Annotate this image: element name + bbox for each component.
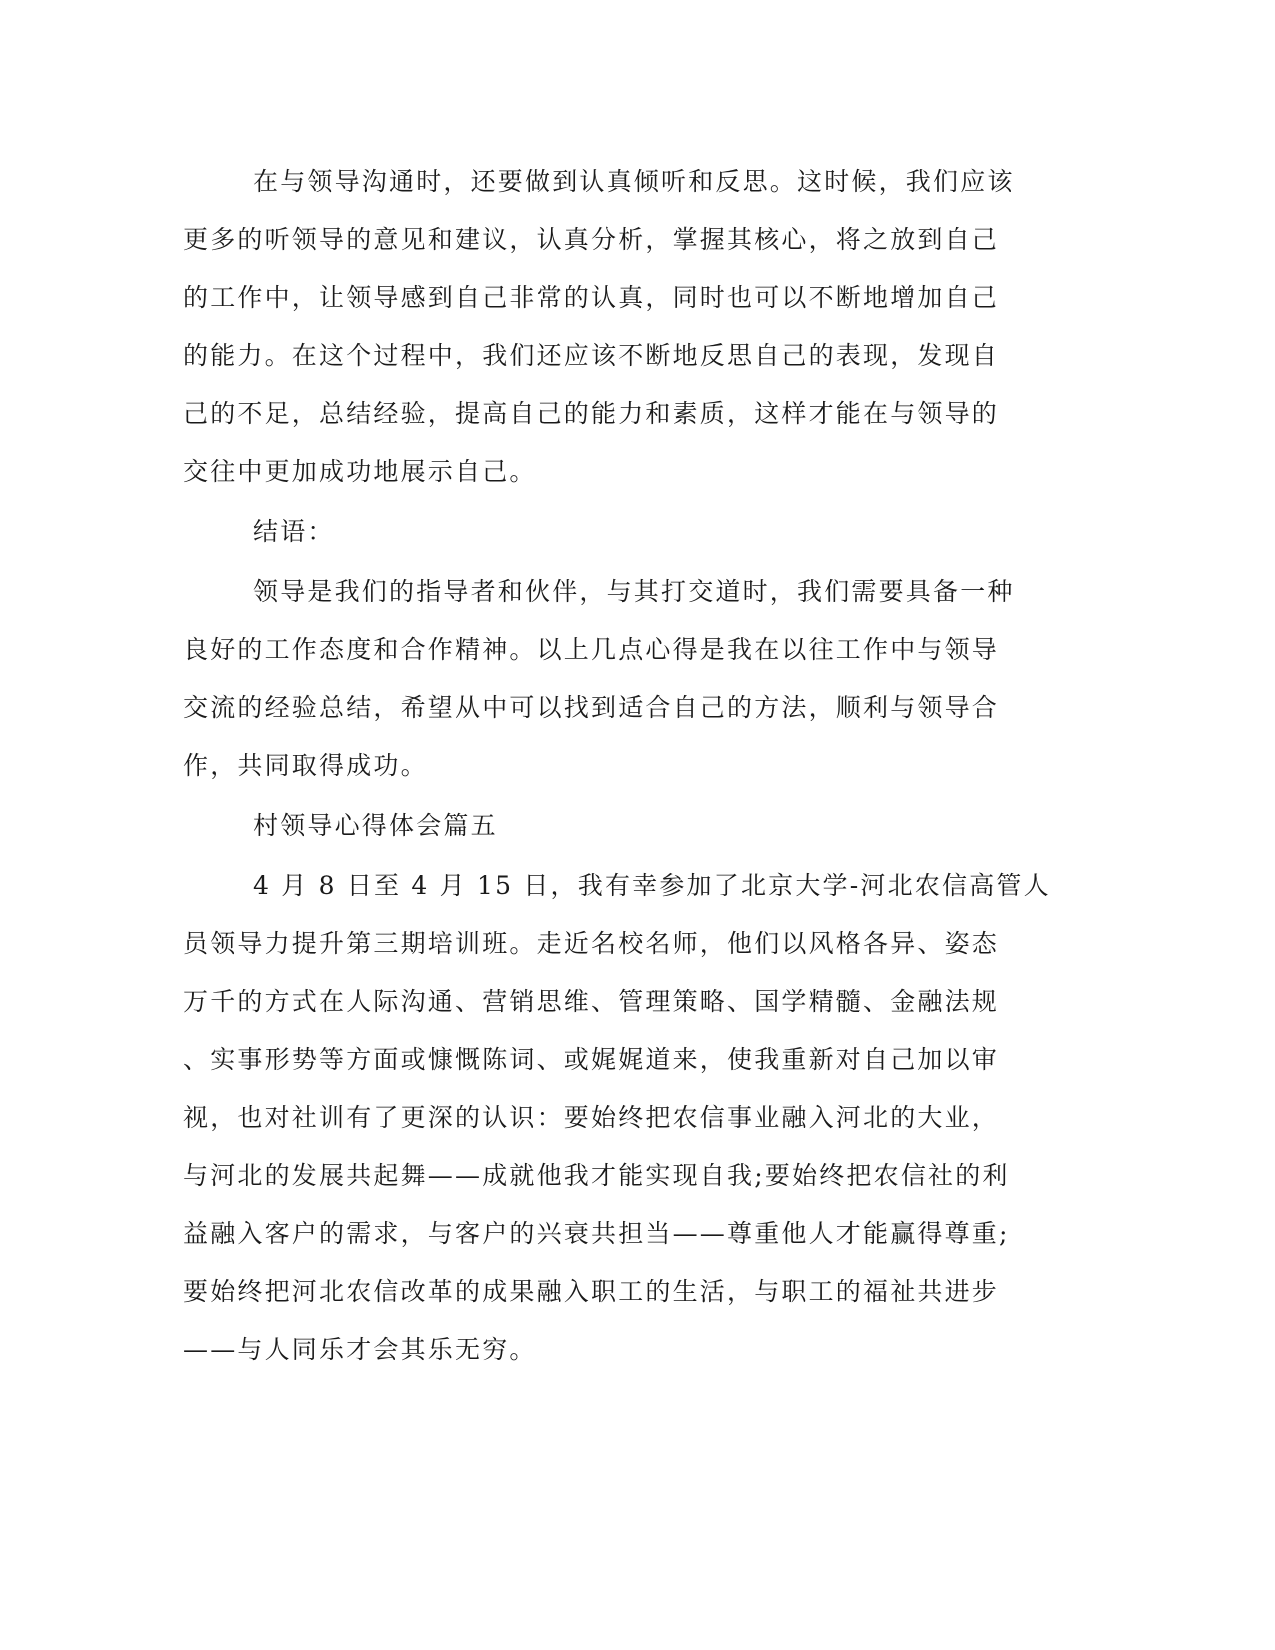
paragraph-line: 的能力。在这个过程中，我们还应该不断地反思自己的表现，发现自 xyxy=(183,341,1000,370)
paragraph-line: 的工作中，让领导感到自己非常的认真，同时也可以不断地增加自己 xyxy=(183,283,1000,312)
paragraph-line: 益融入客户的需求，与客户的兴衰共担当——尊重他人才能赢得尊重; xyxy=(183,1219,1010,1248)
paragraph-line: 己的不足，总结经验，提高自己的能力和素质，这样才能在与领导的 xyxy=(183,399,1000,428)
paragraph-line: 更多的听领导的意见和建议，认真分析，掌握其核心，将之放到自己 xyxy=(183,225,1000,254)
paragraph-line: 要始终把河北农信改革的成果融入职工的生活，与职工的福祉共进步 xyxy=(183,1277,1000,1306)
paragraph-line: 与河北的发展共起舞——成就他我才能实现自我;要始终把农信社的利 xyxy=(183,1161,1010,1190)
paragraph-line: ——与人同乐才会其乐无穷。 xyxy=(183,1335,537,1364)
paragraph-line: 视，也对社训有了更深的认识：要始终把农信事业融入河北的大业， xyxy=(183,1103,1000,1132)
paragraph-line: 良好的工作态度和合作精神。以上几点心得是我在以往工作中与领导 xyxy=(183,635,1000,664)
section-title: 村领导心得体会篇五 xyxy=(253,811,498,840)
paragraph-line: 在与领导沟通时，还要做到认真倾听和反思。这时候，我们应该 xyxy=(253,167,1015,196)
paragraph-line: 、实事形势等方面或慷慨陈词、或娓娓道来，使我重新对自己加以审 xyxy=(183,1045,1000,1074)
section-heading: 结语： xyxy=(253,517,335,546)
paragraph-line: 员领导力提升第三期培训班。走近名校名师，他们以风格各异、姿态 xyxy=(183,929,1000,958)
paragraph-line: 万千的方式在人际沟通、营销思维、管理策略、国学精髓、金融法规 xyxy=(183,987,1000,1016)
paragraph-line: 4 月 8 日至 4 月 15 日，我有幸参加了北京大学-河北农信高管人 xyxy=(253,871,1051,900)
paragraph-line: 领导是我们的指导者和伙伴，与其打交道时，我们需要具备一种 xyxy=(253,577,1015,606)
paragraph-line: 交往中更加成功地展示自己。 xyxy=(183,457,537,486)
paragraph-line: 作，共同取得成功。 xyxy=(183,751,428,780)
paragraph-line: 交流的经验总结，希望从中可以找到适合自己的方法，顺利与领导合 xyxy=(183,693,1000,722)
